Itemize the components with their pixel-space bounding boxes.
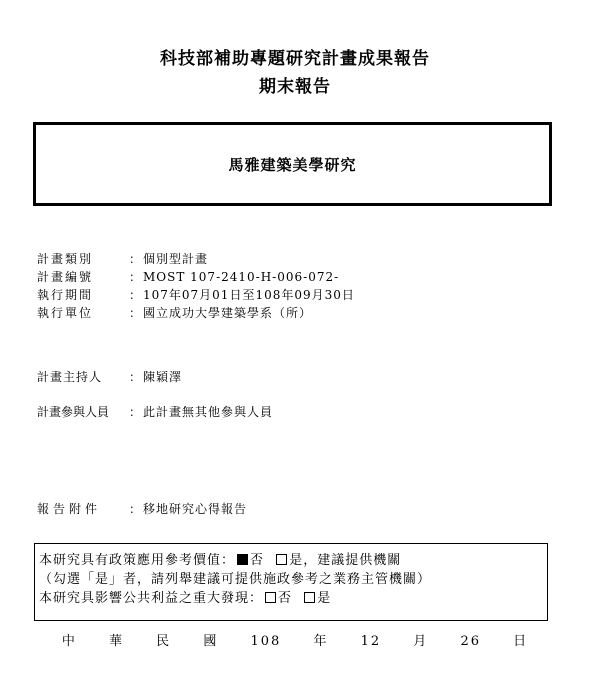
info-colon: ： — [129, 405, 142, 419]
info-colon: ： — [129, 270, 142, 284]
checkbox-q1-yes[interactable] — [276, 554, 287, 565]
info-row-period — [37, 286, 355, 304]
info-row-members — [37, 403, 273, 421]
report-date — [0, 630, 590, 649]
info-colon: ： — [129, 288, 142, 302]
date-guo: 國 — [203, 634, 219, 649]
policy-q2-no-label: 否 — [278, 591, 293, 606]
info-row-unit — [37, 304, 312, 322]
info-value: 移地研究心得報告 — [143, 502, 248, 516]
info-colon: ： — [129, 252, 142, 266]
policy-q2-prefix: 本研究具影響公共利益之重大發現： — [39, 591, 264, 606]
date-month-label: 月 — [413, 634, 429, 649]
info-label: 執行期間 — [37, 288, 94, 302]
policy-q1-no-label: 否 — [250, 553, 265, 568]
info-value: 此計畫無其他參與人員 — [143, 405, 274, 419]
date-month: 12 — [360, 634, 382, 649]
date-min: 民 — [156, 634, 172, 649]
checkbox-q2-no[interactable] — [265, 592, 276, 603]
info-row-type — [37, 250, 208, 268]
info-colon: ： — [129, 502, 142, 516]
project-name: 馬雅建築美學研究 — [228, 155, 357, 174]
policy-q1 — [39, 551, 543, 570]
info-value: 107年07月01日至108年09月30日 — [143, 288, 355, 302]
policy-q1-prefix: 本研究具有政策應用參考價值： — [39, 553, 236, 568]
info-label: 計畫類別 — [37, 252, 94, 266]
report-subtitle: 期末報告 — [259, 77, 331, 97]
info-label: 計畫參與人員 — [37, 405, 110, 419]
info-value: 國立成功大學建築學系（所） — [143, 306, 313, 320]
info-colon: ： — [129, 306, 142, 320]
date-day: 26 — [460, 634, 481, 649]
policy-q2-yes-label: 是 — [317, 591, 332, 606]
report-title: 科技部補助專題研究計畫成果報告 — [160, 49, 430, 69]
policy-box — [34, 543, 548, 621]
date-year-label: 年 — [313, 634, 329, 649]
date-year: 108 — [250, 634, 282, 649]
date-zhong: 中 — [61, 634, 77, 649]
info-value: 陳穎澤 — [143, 370, 183, 384]
project-title-box — [33, 122, 552, 206]
info-row-pi — [37, 368, 182, 386]
date-day-label: 日 — [513, 634, 529, 649]
info-label: 執行單位 — [37, 306, 94, 320]
info-row-attachment — [37, 500, 247, 518]
date-hua: 華 — [109, 634, 125, 649]
checkbox-q1-no[interactable] — [237, 554, 248, 565]
policy-q1-yes-label: 是，建議提供機關 — [289, 553, 402, 568]
info-row-number — [37, 268, 339, 286]
info-value: MOST 107-2410-H-006-072- — [143, 270, 340, 284]
checkbox-q2-yes[interactable] — [304, 592, 315, 603]
policy-note: （勾選「是」者，請列舉建議可提供施政參考之業務主管機關） — [39, 572, 432, 587]
info-label: 計畫編號 — [37, 270, 94, 284]
info-colon: ： — [129, 370, 142, 384]
info-label: 計畫主持人 — [37, 370, 103, 384]
info-value: 個別型計畫 — [143, 252, 209, 266]
policy-q2 — [39, 589, 543, 608]
info-label: 報告附件 — [37, 502, 102, 516]
